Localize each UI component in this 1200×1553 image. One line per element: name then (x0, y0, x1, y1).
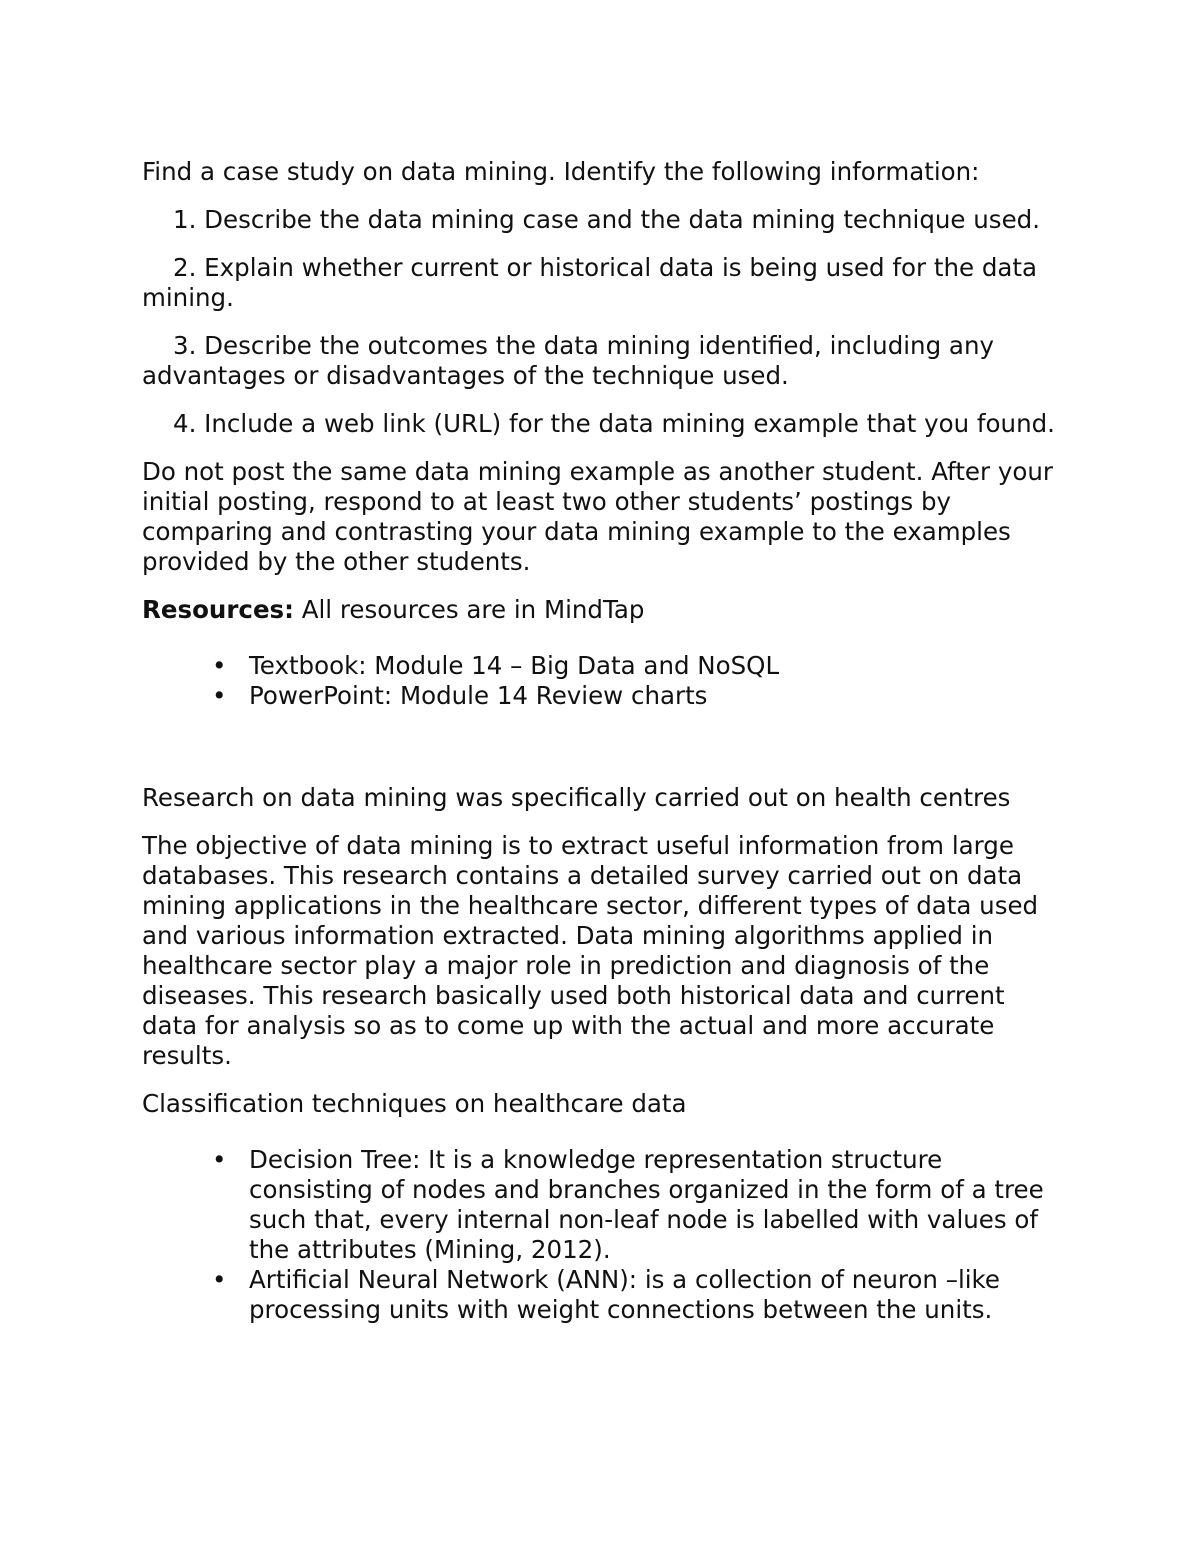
technique-text: Artificial Neural Network (ANN): is a collection of neuron –like processing units with weight connections between the units. (249, 1265, 1000, 1324)
question-item (142, 409, 1067, 439)
question-number: 3. (173, 331, 197, 360)
list-item (142, 1265, 1067, 1325)
technique-text: Decision Tree: It is a knowledge representation structure consisting of nodes and branches organized in the form of a tree such that, every internal non-leaf node is labelled with values of the attributes (Mining, 2012). (249, 1145, 1044, 1264)
instructions-text: Do not post the same data mining example as another student. After your initial posting, respond to at least two other students’ postings by comparing and contrasting your data mining example to the examples provided by the other students. (142, 457, 1053, 576)
techniques-list (142, 1145, 1067, 1325)
list-item (142, 681, 1067, 711)
bullet-icon: • (212, 681, 227, 710)
list-item (142, 1145, 1067, 1265)
question-text: Include a web link (URL) for the data mining example that you found. (196, 409, 1055, 438)
question-text: Explain whether current or historical data is being used for the data mining. (142, 253, 1038, 312)
document-page (142, 157, 1067, 1325)
question-number: 1. (173, 205, 197, 234)
resources-line (142, 595, 1067, 625)
resource-item-text: Textbook: Module 14 – Big Data and NoSQL (249, 651, 780, 680)
answer-body: The objective of data mining is to extract useful information from large databases. This research contains a detailed survey carried out on data mining applications in the healthcare sector, different types of data used and various information extracted. Data mining algorithms applied in healthcare sector play a major role in prediction and diagnosis of the diseases. This research basically used both historical data and current data for analysis so as to come up with the actual and more accurate results. (142, 831, 1039, 1070)
answer-heading: Research on data mining was specifically carried out on health centres (142, 783, 1011, 812)
bullet-icon: • (212, 651, 227, 680)
resources-text: All resources are in MindTap (293, 595, 645, 624)
question-item (142, 331, 1067, 391)
resources-label: Resources: (142, 595, 294, 624)
techniques-heading: Classification techniques on healthcare data (142, 1089, 687, 1118)
intro-text: Find a case study on data mining. Identify the following information: (142, 157, 980, 186)
question-text: Describe the outcomes the data mining identified, including any advantages or disadvantages of the technique used. (142, 331, 994, 390)
bullet-icon: • (212, 1265, 227, 1294)
question-number: 4. (173, 409, 197, 438)
list-item (142, 651, 1067, 681)
resources-list (142, 651, 1067, 711)
question-number: 2. (173, 253, 197, 282)
question-item (142, 253, 1067, 313)
section-spacer (142, 711, 1067, 783)
bullet-icon: • (212, 1145, 227, 1174)
question-item (142, 205, 1067, 235)
resource-item-text: PowerPoint: Module 14 Review charts (249, 681, 708, 710)
question-text: Describe the data mining case and the data mining technique used. (196, 205, 1040, 234)
questions-list (142, 205, 1067, 439)
